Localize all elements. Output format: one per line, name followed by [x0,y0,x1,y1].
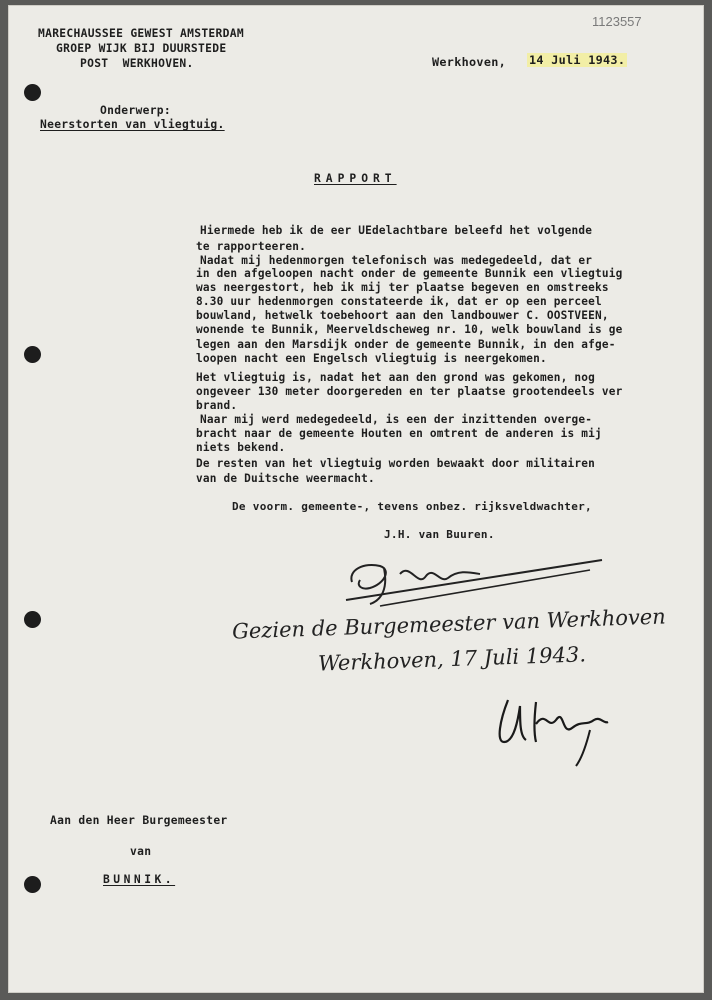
letterhead-line: GROEP WIJK BIJ DUURSTEDE [56,42,227,55]
recipient-line: van [130,845,152,858]
signer-name: J.H. van Buuren. [384,528,495,541]
recipient-municipality: BUNNIK. [103,873,176,886]
signature-rijksveldwachter [340,548,605,610]
body-line: legen aan den Marsdijk onder de gemeente Bunnik, in den afge- [196,338,616,351]
archive-number: 1123557 [592,14,642,29]
body-line: Nadat mij hedenmorgen telefonisch was medegedeeld, dat er [200,254,593,267]
punch-hole [24,611,41,628]
punch-hole [24,876,41,893]
handwritten-date: Werkhoven, 17 Juli 1943. [317,642,587,676]
date: 14 Juli 1943. [529,53,626,67]
body-line: van de Duitsche weermacht. [196,472,375,485]
body-line: in den afgeloopen nacht onder de gemeente Bunnik een vliegtuig [196,267,623,280]
body-line: 8.30 uur hedenmorgen constateerde ik, dat er op een perceel [196,295,602,308]
body-line: was neergestort, heb ik mij ter plaatse begeven en omstreeks [196,281,609,294]
body-line: brand. [196,399,238,412]
handwritten-approval: Gezien de Burgemeester van Werkhoven [231,604,667,644]
letterhead-line: POST WERKHOVEN. [80,57,194,70]
closing-line: De voorm. gemeente-, tevens onbez. rijksveldwachter, [232,500,592,513]
body-line: bouwland, hetwelk toebehoort aan den landbouwer C. OOSTVEEN, [196,309,609,322]
signature-burgemeester [490,690,615,770]
body-line: Naar mij werd medegedeeld, is een der inzittenden overge- [200,413,593,426]
subject: Neerstorten van vliegtuig. [40,118,225,131]
body-line: Het vliegtuig is, nadat het aan den grond was gekomen, nog [196,371,595,384]
body-line: ongeveer 130 meter doorgereden en ter plaatse grootendeels ver [196,385,623,398]
body-line: Hiermede heb ik de eer UEdelachtbare beleefd het volgende [200,224,593,237]
body-line: loopen nacht een Engelsch vliegtuig is neergekomen. [196,352,547,365]
body-line: De resten van het vliegtuig worden bewaakt door militairen [196,457,595,470]
subject-label: Onderwerp: [100,104,172,117]
punch-hole [24,346,41,363]
recipient-line: Aan den Heer Burgemeester [50,814,228,827]
letterhead-line: MARECHAUSSEE GEWEST AMSTERDAM [38,27,244,40]
body-line: te rapporteeren. [196,240,307,253]
place: Werkhoven, [432,55,507,69]
punch-hole [24,84,41,101]
document-page [8,5,704,993]
body-line: wonende te Bunnik, Meerveldscheweg nr. 10, welk bouwland is ge [196,323,623,336]
body-line: niets bekend. [196,441,286,454]
document-title: RAPPORT [314,172,397,185]
body-line: bracht naar de gemeente Houten en omtrent de anderen is mij [196,427,602,440]
